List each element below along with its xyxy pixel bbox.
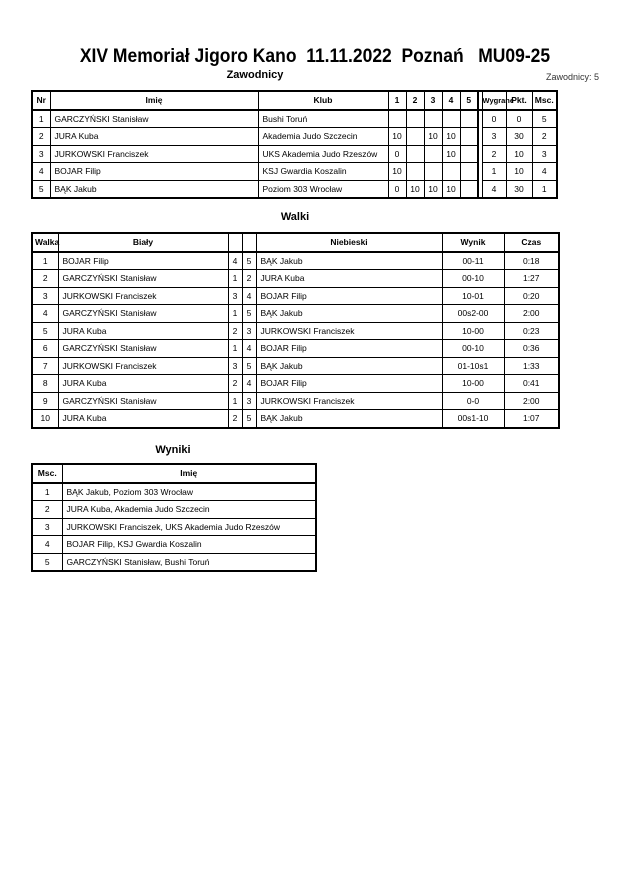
competitor-nr: 3 xyxy=(32,145,50,163)
fight-row xyxy=(32,375,559,393)
result-name-club: BĄK Jakub, Poziom 303 Wrocław xyxy=(62,483,316,501)
fight-number: 5 xyxy=(32,322,58,340)
competitor-round-score xyxy=(442,110,460,128)
competitor-round-score xyxy=(406,163,424,181)
fight-blue-nr: 3 xyxy=(242,392,256,410)
fight-row xyxy=(32,252,559,270)
fight-time: 0:41 xyxy=(504,375,559,393)
result-row xyxy=(32,553,316,571)
fight-white-nr: 1 xyxy=(228,270,242,288)
col-result: Wynik xyxy=(442,233,504,252)
fight-white-name: GARCZYŃSKI Stanisław xyxy=(58,305,228,323)
competitor-name: BOJAR Filip xyxy=(50,163,258,181)
competitor-row xyxy=(32,180,557,198)
results-heading: Wyniki xyxy=(155,444,191,456)
competitor-round-score xyxy=(424,145,442,163)
competitors-heading: Zawodnicy xyxy=(226,69,284,81)
fight-white-name: JURKOWSKI Franciszek xyxy=(58,357,228,375)
fight-time: 0:36 xyxy=(504,340,559,358)
fight-row xyxy=(32,322,559,340)
result-name-club: BOJAR Filip, KSJ Gwardia Koszalin xyxy=(62,536,316,554)
competitor-club: UKS Akademia Judo Rzeszów xyxy=(258,145,388,163)
fight-result: 00-10 xyxy=(442,270,504,288)
fight-white-name: GARCZYŃSKI Stanisław xyxy=(58,392,228,410)
competitor-round-score xyxy=(424,110,442,128)
competitor-round-score xyxy=(460,110,478,128)
results-header-row xyxy=(32,464,316,483)
fight-result: 00s1-10 xyxy=(442,410,504,428)
competitor-nr: 1 xyxy=(32,110,50,128)
fight-blue-nr: 4 xyxy=(242,287,256,305)
competitor-row xyxy=(32,128,557,146)
fight-white-name: GARCZYŃSKI Stanisław xyxy=(58,340,228,358)
fight-result: 00-10 xyxy=(442,340,504,358)
competitor-round-score xyxy=(406,128,424,146)
col-white-nr xyxy=(228,233,242,252)
fight-blue-nr: 5 xyxy=(242,410,256,428)
fight-time: 0:18 xyxy=(504,252,559,270)
fight-white-nr: 2 xyxy=(228,322,242,340)
col-won: Wygrane xyxy=(482,91,506,110)
result-row xyxy=(32,536,316,554)
result-row xyxy=(32,501,316,519)
fight-number: 7 xyxy=(32,357,58,375)
competitor-round-score xyxy=(388,110,406,128)
fight-white-nr: 1 xyxy=(228,340,242,358)
competitor-place: 3 xyxy=(532,145,557,163)
fight-white-name: JURA Kuba xyxy=(58,410,228,428)
result-place: 4 xyxy=(32,536,62,554)
fight-blue-nr: 3 xyxy=(242,322,256,340)
fight-result: 00s2-00 xyxy=(442,305,504,323)
competitor-round-score xyxy=(424,163,442,181)
competitor-row xyxy=(32,163,557,181)
competitor-round-score xyxy=(460,145,478,163)
competitor-won: 0 xyxy=(482,110,506,128)
competitor-round-score: 10 xyxy=(406,180,424,198)
results-table xyxy=(31,463,317,572)
result-row xyxy=(32,518,316,536)
competitor-round-score xyxy=(406,145,424,163)
competitor-round-score: 10 xyxy=(424,128,442,146)
col-round-1: 1 xyxy=(388,91,406,110)
fight-time: 1:07 xyxy=(504,410,559,428)
fight-result: 0-0 xyxy=(442,392,504,410)
fight-result: 10-01 xyxy=(442,287,504,305)
fight-row xyxy=(32,357,559,375)
competitors-table xyxy=(31,90,558,199)
fight-white-nr: 4 xyxy=(228,252,242,270)
fight-row xyxy=(32,305,559,323)
fight-number: 1 xyxy=(32,252,58,270)
fight-white-nr: 3 xyxy=(228,357,242,375)
competitor-round-score: 10 xyxy=(442,145,460,163)
competitor-points: 30 xyxy=(506,128,532,146)
fight-blue-name: BĄK Jakub xyxy=(256,357,442,375)
competitor-round-score xyxy=(406,110,424,128)
fight-result: 10-00 xyxy=(442,322,504,340)
competitor-won: 2 xyxy=(482,145,506,163)
competitor-club: Poziom 303 Wrocław xyxy=(258,180,388,198)
competitor-points: 10 xyxy=(506,163,532,181)
fight-white-name: JURA Kuba xyxy=(58,322,228,340)
fight-result: 00-11 xyxy=(442,252,504,270)
result-name-club: GARCZYŃSKI Stanisław, Bushi Toruń xyxy=(62,553,316,571)
fight-blue-nr: 5 xyxy=(242,305,256,323)
competitor-place: 5 xyxy=(532,110,557,128)
page-title: XIV Memoriał Jigoro Kano 11.11.2022 Poznań MU09-25 xyxy=(79,46,551,67)
fight-white-nr: 3 xyxy=(228,287,242,305)
competitor-round-score xyxy=(442,163,460,181)
col-blue: Niebieski xyxy=(256,233,442,252)
fight-blue-nr: 4 xyxy=(242,375,256,393)
col-round-3: 3 xyxy=(424,91,442,110)
competitor-name: GARCZYŃSKI Stanisław xyxy=(50,110,258,128)
fight-white-name: GARCZYŃSKI Stanisław xyxy=(58,270,228,288)
competitor-club: Bushi Toruń xyxy=(258,110,388,128)
competitor-round-score: 10 xyxy=(442,180,460,198)
competitor-nr: 5 xyxy=(32,180,50,198)
competitor-name: JURKOWSKI Franciszek xyxy=(50,145,258,163)
competitor-row xyxy=(32,145,557,163)
fight-time: 1:27 xyxy=(504,270,559,288)
col-nr: Nr xyxy=(32,91,50,110)
col-points: Pkt. xyxy=(506,91,532,110)
col-round-5: 5 xyxy=(460,91,478,110)
fight-blue-name: BOJAR Filip xyxy=(256,287,442,305)
competitor-club: KSJ Gwardia Koszalin xyxy=(258,163,388,181)
fight-result: 01-10s1 xyxy=(442,357,504,375)
competitor-points: 10 xyxy=(506,145,532,163)
competitor-place: 2 xyxy=(532,128,557,146)
fight-number: 8 xyxy=(32,375,58,393)
fight-blue-name: BOJAR Filip xyxy=(256,375,442,393)
fight-row xyxy=(32,287,559,305)
fight-result: 10-00 xyxy=(442,375,504,393)
result-place: 2 xyxy=(32,501,62,519)
fight-blue-name: JURKOWSKI Franciszek xyxy=(256,322,442,340)
fight-blue-name: JURA Kuba xyxy=(256,270,442,288)
competitor-place: 1 xyxy=(532,180,557,198)
fight-time: 2:00 xyxy=(504,305,559,323)
competitor-nr: 4 xyxy=(32,163,50,181)
col-result-name: Imię xyxy=(62,464,316,483)
competitor-round-score xyxy=(460,180,478,198)
competitor-place: 4 xyxy=(532,163,557,181)
competitor-name: JURA Kuba xyxy=(50,128,258,146)
competitor-round-score xyxy=(460,163,478,181)
competitor-round-score: 10 xyxy=(388,163,406,181)
col-club: Klub xyxy=(258,91,388,110)
competitors-count: Zawodnicy: 5 xyxy=(545,72,599,82)
col-round-2: 2 xyxy=(406,91,424,110)
competitor-nr: 2 xyxy=(32,128,50,146)
fight-time: 1:33 xyxy=(504,357,559,375)
fight-row xyxy=(32,410,559,428)
fight-blue-name: BĄK Jakub xyxy=(256,410,442,428)
fight-time: 0:20 xyxy=(504,287,559,305)
competitor-round-score: 10 xyxy=(442,128,460,146)
fights-table xyxy=(31,232,560,429)
fight-number: 10 xyxy=(32,410,58,428)
competitor-round-score: 0 xyxy=(388,145,406,163)
competitor-won: 3 xyxy=(482,128,506,146)
fight-number: 4 xyxy=(32,305,58,323)
col-result-place: Msc. xyxy=(32,464,62,483)
fight-blue-nr: 5 xyxy=(242,252,256,270)
result-place: 1 xyxy=(32,483,62,501)
fight-blue-nr: 5 xyxy=(242,357,256,375)
fight-white-name: JURKOWSKI Franciszek xyxy=(58,287,228,305)
competitor-round-score: 10 xyxy=(388,128,406,146)
fight-blue-name: JURKOWSKI Franciszek xyxy=(256,392,442,410)
fight-white-nr: 1 xyxy=(228,392,242,410)
competitor-points: 0 xyxy=(506,110,532,128)
fight-number: 9 xyxy=(32,392,58,410)
col-time: Czas xyxy=(504,233,559,252)
competitor-round-score: 10 xyxy=(424,180,442,198)
competitor-won: 1 xyxy=(482,163,506,181)
fight-white-name: JURA Kuba xyxy=(58,375,228,393)
col-blue-nr xyxy=(242,233,256,252)
competitor-round-score xyxy=(460,128,478,146)
col-name: Imię xyxy=(50,91,258,110)
fights-header-row xyxy=(32,233,559,252)
fight-row xyxy=(32,270,559,288)
fight-row xyxy=(32,392,559,410)
fight-time: 2:00 xyxy=(504,392,559,410)
fight-white-nr: 2 xyxy=(228,375,242,393)
col-white: Biały xyxy=(58,233,228,252)
col-place: Msc. xyxy=(532,91,557,110)
col-round-4: 4 xyxy=(442,91,460,110)
fight-white-name: BOJAR Filip xyxy=(58,252,228,270)
fight-number: 6 xyxy=(32,340,58,358)
result-place: 3 xyxy=(32,518,62,536)
fight-number: 2 xyxy=(32,270,58,288)
fight-blue-name: BĄK Jakub xyxy=(256,252,442,270)
competitor-points: 30 xyxy=(506,180,532,198)
result-row xyxy=(32,483,316,501)
fight-blue-nr: 2 xyxy=(242,270,256,288)
competitor-won: 4 xyxy=(482,180,506,198)
result-name-club: JURA Kuba, Akademia Judo Szczecin xyxy=(62,501,316,519)
competitor-round-score: 0 xyxy=(388,180,406,198)
fight-time: 0:23 xyxy=(504,322,559,340)
fight-row xyxy=(32,340,559,358)
competitor-name: BĄK Jakub xyxy=(50,180,258,198)
competitor-club: Akademia Judo Szczecin xyxy=(258,128,388,146)
fight-blue-name: BOJAR Filip xyxy=(256,340,442,358)
fight-blue-name: BĄK Jakub xyxy=(256,305,442,323)
fight-white-nr: 2 xyxy=(228,410,242,428)
fight-white-nr: 1 xyxy=(228,305,242,323)
fight-blue-nr: 4 xyxy=(242,340,256,358)
col-fight-no: Walka xyxy=(32,233,58,252)
competitor-row xyxy=(32,110,557,128)
fight-number: 3 xyxy=(32,287,58,305)
result-name-club: JURKOWSKI Franciszek, UKS Akademia Judo Rzeszów xyxy=(62,518,316,536)
result-place: 5 xyxy=(32,553,62,571)
fights-heading: Walki xyxy=(280,211,310,223)
competitors-header-row xyxy=(32,91,557,110)
